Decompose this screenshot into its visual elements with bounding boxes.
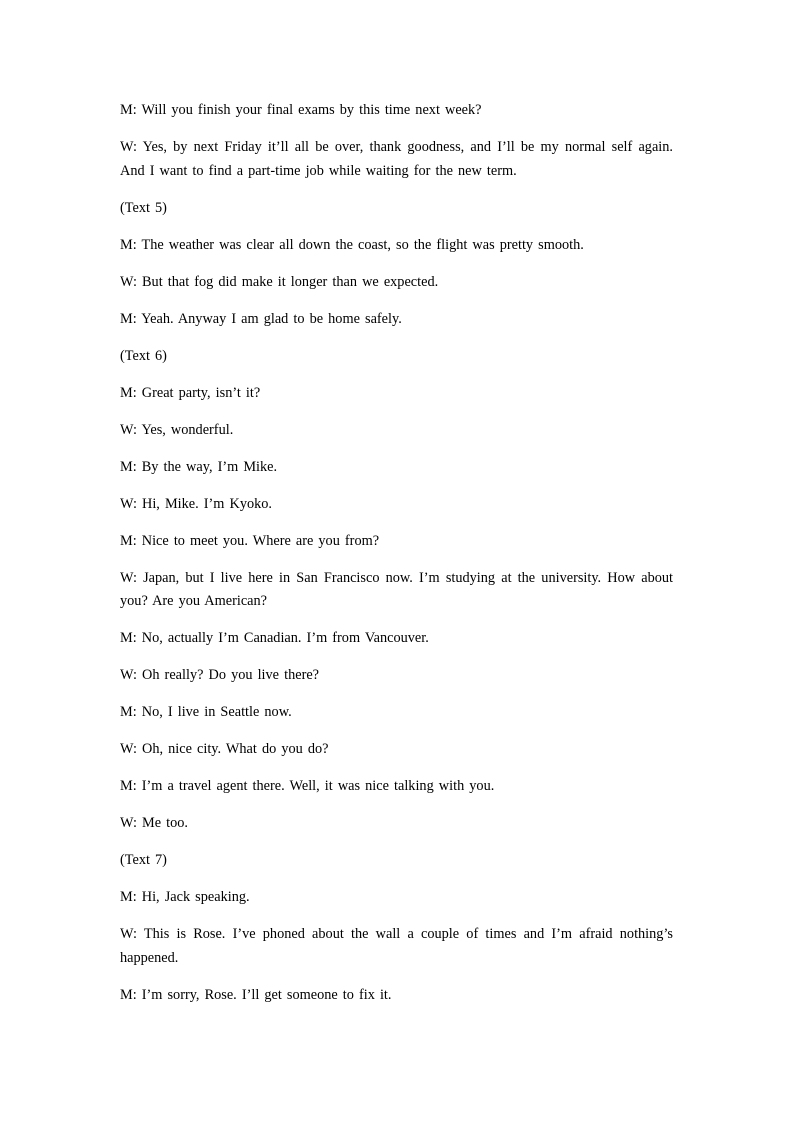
dialogue-line: W: Oh really? Do you live there? xyxy=(120,667,320,683)
dialogue-line: W: Oh, nice city. What do you do? xyxy=(120,741,329,757)
dialogue-line: W: Yes, wonderful. xyxy=(120,421,234,438)
dialogue-line: W: But that fog did make it longer than we expected. xyxy=(120,273,439,290)
dialogue-line: W: Me too. xyxy=(120,815,188,831)
section-heading: (Text 6) xyxy=(120,347,167,364)
document-page xyxy=(120,99,673,1021)
dialogue-line: M: I’m sorry, Rose. I’ll get someone to fix it. xyxy=(120,986,392,1003)
dialogue-line: W: Yes, by next Friday it’ll all be over, thank goodness, and I’ll be my normal self again. And I want to find a part-time job while waiting for the new term. xyxy=(120,139,673,179)
dialogue-line: M: Great party, isn’t it? xyxy=(120,384,261,401)
dialogue-line: M: No, I live in Seattle now. xyxy=(120,704,292,720)
dialogue-line: M: No, actually I’m Canadian. I’m from Vancouver. xyxy=(120,630,429,646)
section-heading: (Text 5) xyxy=(120,199,167,216)
dialogue-line: W: This is Rose. I’ve phoned about the wall a couple of times and I’m afraid nothing’s happened. xyxy=(120,926,673,966)
dialogue-line: W: Japan, but I live here in San Francisco now. I’m studying at the university. How about you? Are you American? xyxy=(120,569,673,609)
dialogue-line: M: The weather was clear all down the coast, so the flight was pretty smooth. xyxy=(120,236,584,253)
dialogue-line: M: Nice to meet you. Where are you from? xyxy=(120,532,380,549)
dialogue-line: M: I’m a travel agent there. Well, it was nice talking with you. xyxy=(120,778,495,794)
dialogue-line: M: Will you finish your final exams by this time next week? xyxy=(120,102,482,118)
dialogue-line: M: By the way, I’m Mike. xyxy=(120,458,278,475)
dialogue-line: M: Hi, Jack speaking. xyxy=(120,889,250,905)
section-heading: (Text 7) xyxy=(120,852,167,868)
dialogue-line: M: Yeah. Anyway I am glad to be home safely. xyxy=(120,310,402,327)
dialogue-line: W: Hi, Mike. I’m Kyoko. xyxy=(120,495,272,512)
